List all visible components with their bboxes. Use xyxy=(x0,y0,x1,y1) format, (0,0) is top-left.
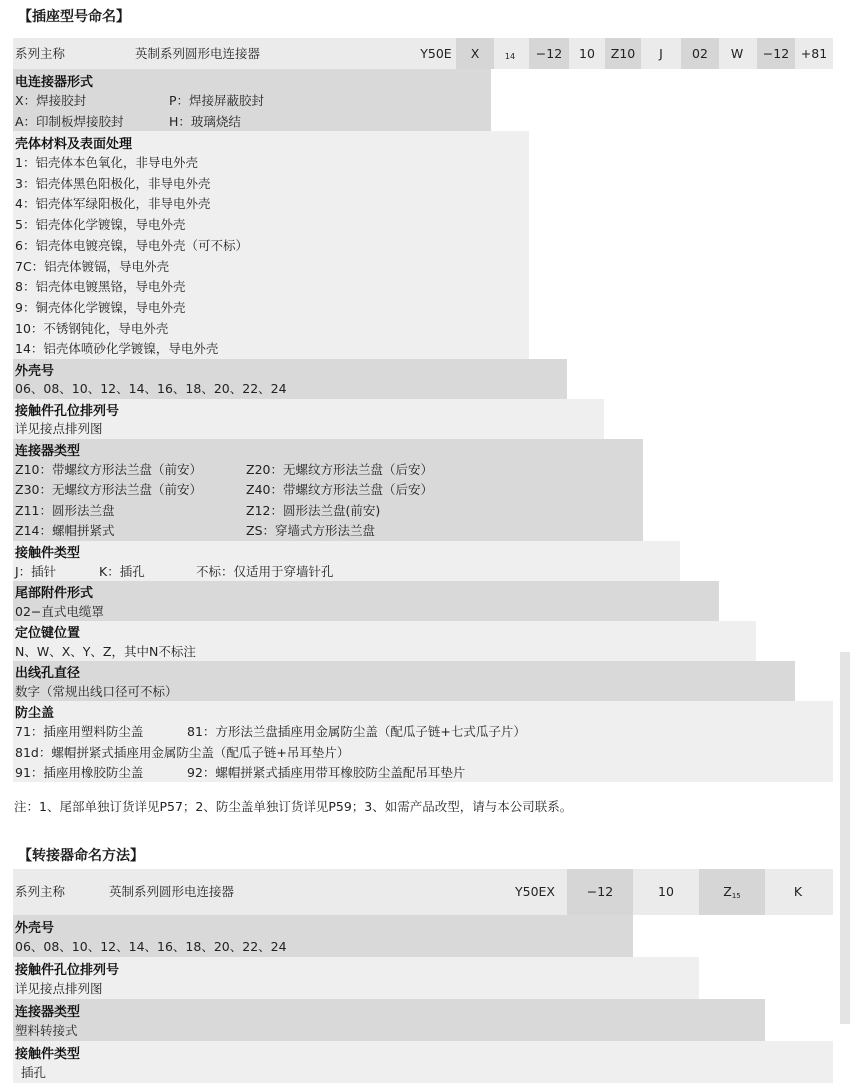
block-line: ZS：穿墙式方形法兰盘 xyxy=(246,523,375,538)
block-line: 10：不锈钢钝化，导电外壳 xyxy=(15,321,169,336)
block-line: N、W、X、Y、Z，其中N不标注 xyxy=(15,644,196,659)
block-tail-accessory xyxy=(13,581,719,621)
block-line: 详见接点排列图 xyxy=(15,421,103,436)
block-title: 出线孔直径 xyxy=(15,666,81,681)
block-line: 91：插座用橡胶防尘盖 xyxy=(15,765,144,780)
block-line: 8：铝壳体电镀黑铬，导电外壳 xyxy=(15,279,186,294)
block-title: 接触件孔位排列号 xyxy=(15,963,120,978)
adapter-series-desc: 英制系列圆形电连接器 xyxy=(109,884,235,899)
code-tail: 02 xyxy=(681,38,719,69)
code-material: 14 xyxy=(504,52,516,61)
adapter-code-shell: −12 xyxy=(567,869,633,915)
block-title: 连接器类型 xyxy=(15,444,81,459)
block-line: K：插孔 xyxy=(99,564,145,579)
code-outlet: −12 xyxy=(757,38,795,69)
adapter-code-type xyxy=(699,869,765,915)
block-line: 02−直式电缆罩 xyxy=(15,604,104,619)
code-arrangement: 10 xyxy=(579,46,595,61)
block-line: 92：螺帽拼紧式插座用带耳橡胶防尘盖配吊耳垫片 xyxy=(187,765,466,780)
block-shell-material xyxy=(13,131,529,359)
code-shell: −12 xyxy=(529,38,569,69)
block-line: 14：铝壳体喷砂化学镀镍，导电外壳 xyxy=(15,341,219,356)
adapter-block-connector-type xyxy=(13,999,765,1041)
series-label: 系列主称 xyxy=(15,46,66,61)
adapter-code-arrangement: 10 xyxy=(658,884,674,899)
block-arrangement xyxy=(13,399,604,439)
adapter-code-contact: K xyxy=(793,884,803,899)
block-contact-type xyxy=(13,541,680,581)
block-line: 71：插座用塑料防尘盖 xyxy=(15,724,144,739)
block-title: 防尘盖 xyxy=(15,706,55,721)
block-title: 尾部附件形式 xyxy=(15,586,94,601)
code-type: Z10 xyxy=(605,38,641,69)
block-line: Z12：圆形法兰盘(前安) xyxy=(246,503,381,518)
block-connector-type xyxy=(13,439,643,541)
block-line: 详见接点排列图 xyxy=(15,981,103,996)
block-line: Z40：带螺纹方形法兰盘（后安） xyxy=(246,482,433,497)
block-line: Z20：无螺纹方形法兰盘（后安） xyxy=(246,462,433,477)
block-line: 数字（常规出线口径可不标） xyxy=(15,684,178,699)
socket-header-row xyxy=(13,38,833,69)
block-key-position xyxy=(13,621,756,661)
block-title: 外壳号 xyxy=(15,364,55,379)
block-line: 4：铝壳体军绿阳极化，非导电外壳 xyxy=(15,196,211,211)
block-shell-size xyxy=(13,359,567,399)
block-line: H：玻璃烧结 xyxy=(169,114,241,129)
block-line: 7C：铝壳体镀镉，导电外壳 xyxy=(15,259,170,274)
block-line: 81：方形法兰盘插座用金属防尘盖（配瓜子链+七式瓜子片） xyxy=(187,724,526,739)
block-outlet-diameter xyxy=(13,661,795,701)
adapter-block-shell-size xyxy=(13,915,633,957)
block-title: 外壳号 xyxy=(15,921,55,936)
block-line: X：焊接胶封 xyxy=(15,93,87,108)
block-line: 81d：螺帽拼紧式插座用金属防尘盖（配瓜子链+吊耳垫片） xyxy=(15,745,350,760)
socket-note: 注：1、尾部单独订货详见P57；2、防尘盖单独订货详见P59；3、如需产品改型，请与本公司联系。 xyxy=(14,799,573,814)
block-line: 3：铝壳体黑色阳极化，非导电外壳 xyxy=(15,176,211,191)
adapter-code-type-letter: Z xyxy=(723,884,732,899)
block-title: 电连接器形式 xyxy=(15,75,94,90)
block-line: 06、08、10、12、14、16、18、20、22、24 xyxy=(15,381,287,396)
code-contact: J xyxy=(659,46,663,61)
block-line: 6：铝壳体电镀亮镍，导电外壳（可不标） xyxy=(15,238,248,253)
block-line: 5：铝壳体化学镀镍，导电外壳 xyxy=(15,217,186,232)
block-title: 接触件类型 xyxy=(15,546,81,561)
code-key: W xyxy=(730,46,744,61)
block-line: Z11：圆形法兰盘 xyxy=(15,503,115,518)
code-form: X xyxy=(456,38,494,69)
adapter-section-title: 【转接器命名方法】 xyxy=(18,848,144,864)
block-dust-cover xyxy=(13,701,833,782)
block-line: 06、08、10、12、14、16、18、20、22、24 xyxy=(15,939,287,954)
block-line: 塑料转接式 xyxy=(15,1023,78,1038)
block-title: 接触件孔位排列号 xyxy=(15,404,120,419)
block-line: J：插针 xyxy=(15,564,57,579)
block-line: 1：铝壳体本色氧化，非导电外壳 xyxy=(15,155,198,170)
side-strip xyxy=(840,652,850,1024)
adapter-code-series: Y50EX xyxy=(514,884,555,899)
code-series: Y50E xyxy=(420,46,452,61)
block-line: Z30：无螺纹方形法兰盘（前安） xyxy=(15,482,202,497)
block-title: 壳体材料及表面处理 xyxy=(15,137,133,152)
adapter-code-type-sub: 15 xyxy=(731,892,741,900)
block-line: A：印制板焊接胶封 xyxy=(15,114,124,129)
series-desc: 英制系列圆形电连接器 xyxy=(135,46,261,61)
socket-section-title: 【插座型号命名】 xyxy=(18,9,130,25)
adapter-block-arrangement xyxy=(13,957,699,999)
block-line: Z14：螺帽拼紧式 xyxy=(15,523,115,538)
code-cover: +81 xyxy=(800,46,828,61)
block-line: P：焊接屏蔽胶封 xyxy=(169,93,265,108)
block-title: 定位键位置 xyxy=(15,626,81,641)
block-title: 接触件类型 xyxy=(15,1047,81,1062)
adapter-header-row xyxy=(13,869,833,915)
block-line: 9：铜壳体化学镀镍，导电外壳 xyxy=(15,300,186,315)
adapter-block-contact-type xyxy=(13,1041,833,1083)
block-title: 连接器类型 xyxy=(15,1005,81,1020)
block-line: 插孔 xyxy=(21,1065,47,1080)
adapter-series-label: 系列主称 xyxy=(15,884,66,899)
block-line: 不标：仅适用于穿墙针孔 xyxy=(196,564,334,579)
block-connector-form xyxy=(13,69,491,131)
block-line: Z10：带螺纹方形法兰盘（前安） xyxy=(15,462,202,477)
